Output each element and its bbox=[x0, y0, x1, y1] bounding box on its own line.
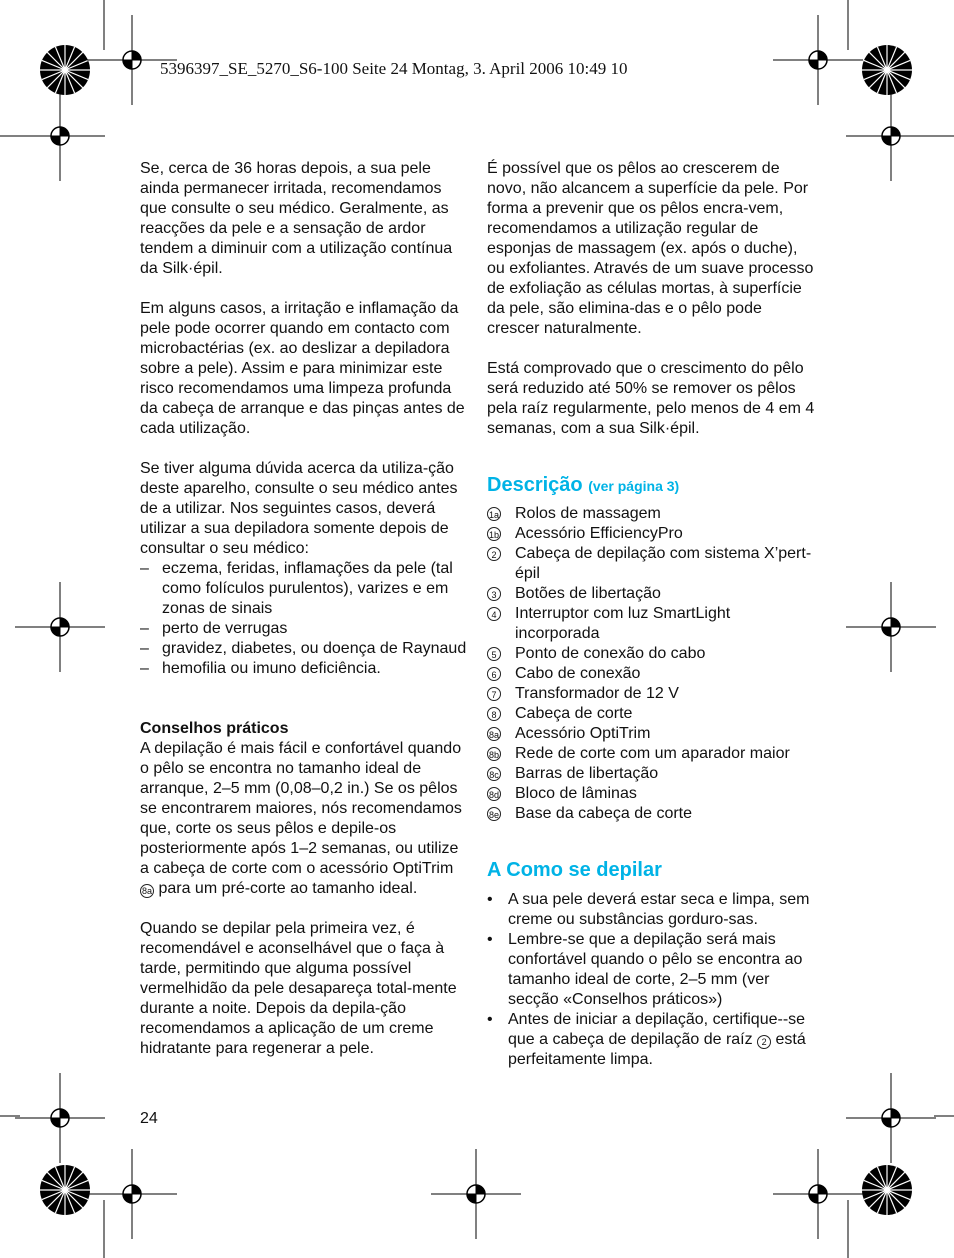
ref-number-icon: 2 bbox=[757, 1035, 771, 1049]
list-item: – hemofilia ou imuno deficiência. bbox=[140, 660, 381, 677]
page-number: 24 bbox=[140, 1110, 158, 1127]
list-item: – perto de verrugas bbox=[140, 620, 288, 637]
list-item: – gravidez, diabetes, ou doença de Raynaud bbox=[140, 640, 467, 657]
list-item: 6 Cabo de conexão bbox=[487, 664, 817, 684]
list-item: 1a Rolos de massagem bbox=[488, 505, 661, 522]
list-item: 8a Acessório OptiTrim bbox=[488, 725, 651, 742]
paragraph-doubts: Se tiver alguma dúvida acerca da utiliza-ção deste aparelho, consulte o seu médico antes de a utilizar. Nos seguintes casos, deverá utilizar a sua depiladora somente depois de consultar o seu médico: bbox=[140, 460, 458, 557]
list-item: 8e Base da cabeça de corte bbox=[488, 805, 693, 822]
list-item: 1b Acessório EfficiencyPro bbox=[488, 525, 683, 542]
parts-list bbox=[487, 504, 817, 824]
paragraph-first-time: Quando se depilar pela primeira vez, é recomendável e aconselhável que o faça à tarde, permitindo que alguma possível vermelhidão da pele desapareça total-mente durante a noite. Depois da depila-ção recomendamos a aplicação de um creme hidratante para regenerar a pele. bbox=[140, 920, 457, 1057]
list-item: • Lembre-se que a depilação será mais confortável quando o pêlo se encontra ao tamanho ideal de corte, 2–5 mm (ver secção «Conselhos práticos») bbox=[487, 931, 803, 1008]
list-item: 4 Interruptor com luz SmartLight incorporada bbox=[487, 604, 817, 644]
list-item: 8b Rede de corte com um aparador maior bbox=[488, 745, 790, 762]
paragraph-tips: A depilação é mais fácil e confortável quando o pêlo se encontra no tamanho ideal de arranque, 2–5 mm (0,08–0,2 in.) Se os pêlos se encontrarem maiores, nós recomendamos que, corte os seus pêlos e depile-os posteriormente após 1–2 semanas, ou utilize a cabeça de corte com o acessório OptiTrim 8a para um pré-corte ao tamanho ideal. bbox=[140, 740, 462, 897]
list-item: 3 Botões de libertação bbox=[487, 584, 817, 604]
list-item: 5 Ponto de conexão do cabo bbox=[487, 644, 817, 664]
list-item: • A sua pele deverá estar seca e limpa, sem creme ou substâncias gorduro-sas. bbox=[487, 891, 810, 928]
ref-number-icon: 8a bbox=[141, 886, 152, 896]
list-item: 8d Bloco de lâminas bbox=[488, 785, 637, 802]
conditions-list bbox=[140, 559, 468, 679]
paragraph-inflammation: Em alguns casos, a irritação e inflamação da pele pode ocorrer quando em contacto com microbactérias (ex. ao deslizar a depiladora sobre a pele). Assim e para minimizar este risco recomendamos uma limpeza profunda da cabeça de arranque e das pinças antes de cada utilização. bbox=[140, 300, 465, 437]
right-column bbox=[487, 159, 817, 1070]
list-item: 8c Barras de libertação bbox=[487, 764, 817, 784]
list-item: 2 Cabeça de depilação com sistema X’pert-épil bbox=[487, 544, 817, 584]
list-item: 7 Transformador de 12 V bbox=[487, 684, 817, 704]
left-column bbox=[140, 159, 468, 1059]
section-heading-description: Descrição (ver página 3) bbox=[487, 474, 680, 496]
section-heading-how-to: A Como se depilar bbox=[487, 859, 662, 881]
instructions-list bbox=[487, 890, 817, 1070]
print-slug: 5396397_SE_5270_S6-100 Seite 24 Montag, 3. April 2006 10:49 10 bbox=[160, 59, 628, 78]
list-item: – eczema, feridas, inflamações da pele (tal como folículos purulentos), varizes e em zonas de sinais bbox=[140, 560, 453, 617]
paragraph-growth: Está comprovado que o crescimento do pêlo será reduzido até 50% se remover os pêlos pela raíz regularmente, pelo menos de 4 em 4 semanas, com a sua Silk·épil. bbox=[487, 360, 815, 437]
paragraph-ingrown: É possível que os pêlos ao crescerem de novo, não alcancem a superfície da pele. Por forma a prevenir que os pêlos encra-vem, recomendamos a utilização regular de esponjas de massagem (ex. após o duche), ou exfoliantes. Através de um suave processo de exfoliação as células mortas, à superfície da pele, são elimina-das e o pêlo pode crescer naturalmente. bbox=[487, 160, 814, 337]
list-item: • Antes de iniciar a depilação, certifique--se que a cabeça de depilação de raíz 2 está perfeitamente limpa. bbox=[487, 1011, 806, 1068]
paragraph-irritation: Se, cerca de 36 horas depois, a sua pele ainda permanecer irritada, recomendamos que consulte o seu médico. Geralmente, as reacções da pele e a sensação de ardor tendem a diminuir com a utilização contínua da Silk·épil. bbox=[140, 160, 453, 277]
tips-heading: Conselhos práticos bbox=[140, 720, 289, 737]
list-item: 8 Cabeça de corte bbox=[487, 704, 817, 724]
